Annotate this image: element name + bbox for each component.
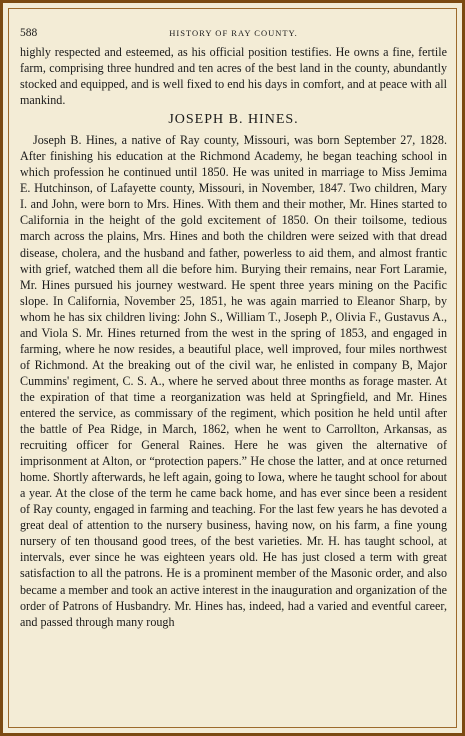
section-title: JOSEPH B. HINES. bbox=[168, 112, 299, 128]
continuation-paragraph: highly respected and esteemed, as his official position testifies. He owns a fine, fertile farm, comprising three hundred and ten acres of the best land in the county, abundantly stocked and equipped, and is well fixed to end his days in comfort, and at peace with all mankind. bbox=[20, 45, 447, 108]
biography-paragraph: Joseph B. Hines, a native of Ray county, Missouri, was born September 27, 1828. After finishing his education at the Richmond Academy, he began teaching school in which profession he continued until 1850. He was united in marriage to Miss Jemima E. Hutchinson, of Lafayette county, Missouri, in November, 1847. Two children, Mary I. and John, were born to Mrs. Hines. With them and their mother, Mr. Hines started to California in the height of the gold excitement of 1850. On their toilsome, tedious march across the plains, Mrs. Hines and both the children were seized with that dread disease, cholera, and the husband and father, powerless to aid them, and almost frantic with grief, watched them all die before him. Burying their remains, near Fort Laramie, Mr. Hines pursued his journey westward. He spent three years mining on the Pacific slope. In California, November 25, 1851, he was again married to Eleanor Sharp, by whom he has six children living: John S., William T., Joseph P., Olivia F., Gustavus A., and Viola S. Mr. Hines returned from the west in the spring of 1853, and engaged in farming, where he now resides, a beautiful place, well improved, four miles northwest of Richmond. At the breaking out of the civil war, he enlisted in company B, Major Cummins' regiment, C. S. A., where he served about three months as forage master. At the expiration of that time a reorganization was held at Springfield, and Mr. Hines entered the service, as commissary of the regiment, which position he held until after the battle of Pea Ridge, in March, 1862, when he went to Carrollton, Arkansas, as recruiting officer for General Raines. Here he was given the alternative of imprisonment at Alton, or “protection papers.” He chose the latter, and at once returned home. Shortly afterwards, he left again, going to Iowa, where he taught school for about a year. At the close of the term he came back home, and has ever since been a resident of Ray county, engaged in farming and teaching. For the last few years he has devoted a great deal of attention to the nursery business, having now, on his farm, a fine young nursery of ten thousand good trees, of the best varieties. Mr. H. has taught school, at intervals, ever since he was eighteen years old. He has just closed a term with great satisfaction to all the patrons. He is a prominent member of the Masonic order, and also became a member and took an active interest in the inauguration and organization of the order of Patrons of Husbandry. Mr. Hines has, indeed, had a varied and eventful career, and passed through many rough bbox=[20, 133, 447, 629]
running-head: HISTORY OF RAY COUNTY. bbox=[169, 28, 298, 38]
book-page bbox=[20, 27, 447, 630]
page-number: 588 bbox=[20, 27, 38, 39]
page-header bbox=[20, 27, 447, 41]
